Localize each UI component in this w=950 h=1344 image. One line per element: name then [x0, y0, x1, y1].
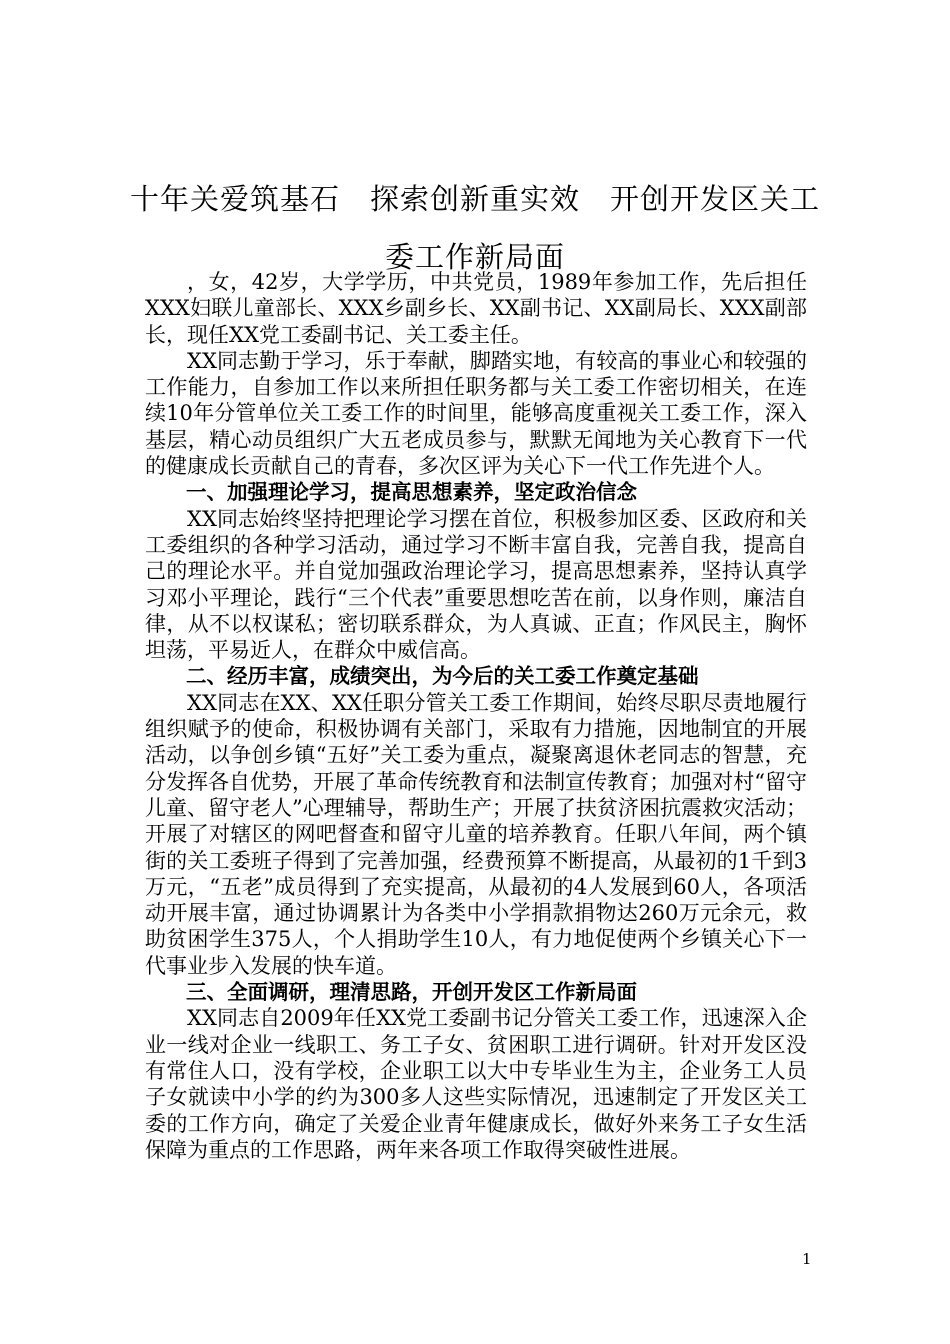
section-2-paragraph: XX同志在XX、XX任职分管关工委工作期间，始终尽职尽责地履行组织赋予的使命，积极协调有关部门，采取有力措施，因地制宜的开展活动，以争创乡镇“五好”关工委为重点，凝聚离退休老同志的智慧，充分发挥各自优势，开展了革命传统教育和法制宣传教育；加强对村“留守儿童、留守老人”心理辅导，帮助生产；开展了扶贫济困抗震救灾活动；开展了对辖区的网吧督查和留守儿童的培养教育。任职八年间，两个镇街的关工委班子得到了完善加强，经费预算不断提高，从最初的1千到3万元，“五老”成员得到了充实提高，从最初的4人发展到60人，各项活动开展丰富，通过协调累计为各类中小学捐款捐物达260万元余元，救助贫困学生375人，个人捐助学生10人，有力地促使两个乡镇关心下一代事业步入发展的快车道。 [145, 690, 807, 978]
intro-paragraph: ，女，42岁，大学学历，中共党员，1989年参加工作，先后担任XXX妇联儿童部长、XXX乡副乡长、XX副书记、XX副局长、XXX副部长，现任XX党工委副书记、关工委主任。 [145, 270, 807, 347]
section-3-paragraph: XX同志自2009年任XX党工委副书记分管关工委工作，迅速深入企业一线对企业一线职工、务工子女、贫困职工进行调研。针对开发区没有常住人口，没有学校，企业职工以大中专毕业生为主，企业务工人员子女就读中小学的约为300多人这些实际情况，迅速制定了开发区关工委的工作方向，确定了关爱企业青年健康成长，做好外来务工子女生活保障为重点的工作思路，两年来各项工作取得突破性进展。 [145, 1006, 807, 1162]
section-heading-1: 一、加强理论学习，提高思想素养，坚定政治信念 [186, 480, 637, 505]
title-line-2: 委工作新局面 [384, 240, 565, 274]
section-heading-3: 三、全面调研，理清思路，开创开发区工作新局面 [186, 980, 637, 1005]
title-line-1: 十年关爱筑基石 探索创新重实效 开创开发区关工 [130, 182, 821, 216]
document-body [145, 269, 807, 1163]
section-heading-2: 二、经历丰富，成绩突出，为今后的关工委工作奠定基础 [186, 664, 699, 689]
profile-paragraph: XX同志勤于学习，乐于奉献，脚踏实地，有较高的事业心和较强的工作能力，自参加工作以来所担任职务都与关工委工作密切相关，在连续10年分管单位关工委工作的时间里，能够高度重视关工委工作，深入基层，精心动员组织广大五老成员参与，默默无闻地为关心教育下一代的健康成长贡献自己的青春，多次区评为关心下一代工作先进个人。 [145, 348, 807, 479]
section-1-paragraph: XX同志始终坚持把理论学习摆在首位，积极参加区委、区政府和关工委组织的各种学习活动，通过学习不断丰富自我，完善自我，提高自己的理论水平。并自觉加强政治理论学习，提高思想素养，坚持认真学习邓小平理论，践行“三个代表”重要思想吃苦在前，以身作则，廉洁自律，从不以权谋私；密切联系群众，为人真诚、正直；作风民主，胸怀坦荡，平易近人，在群众中威信高。 [145, 506, 807, 663]
page-number: 1 [802, 1250, 812, 1268]
